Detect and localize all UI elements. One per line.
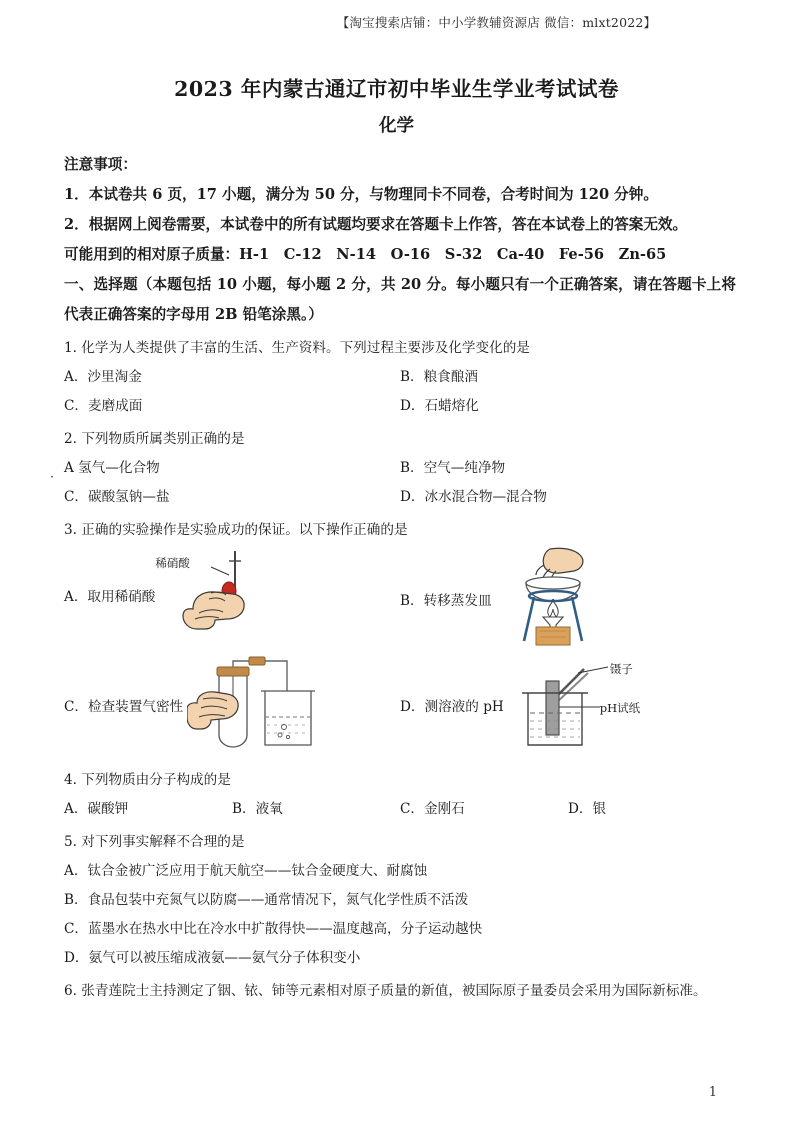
question-3-option-d[interactable] [400,655,648,755]
question-2-options-row-2 [64,483,736,512]
question-3-option-c-label: 检查装置气密性 [88,699,184,715]
question-1-options-row-2 [64,392,736,421]
airtightness-svg [187,655,332,755]
question-3-stem: 3. 正确的实验操作是实验成功的保证。以下操作正确的是 [64,522,408,538]
question-1-option-b[interactable]: B．粮食酿酒 [400,369,478,385]
question-4-options-row [64,795,736,824]
question-3-option-d-label: 测溶液的 pH [424,699,504,715]
question-4-option-a[interactable]: A．碳酸钾 [64,801,129,817]
notice-item-1: 1．本试卷共 6 页，17 小题，满分为 50 分，与物理同卡不同卷，合考时间为 120 分钟。 [64,186,658,203]
question-2-option-a[interactable] [64,454,400,483]
question-3-option-a-callout: 稀硝酸 [155,556,190,570]
question-3-figure-grid [64,547,736,762]
notice-item-2: 2．根据网上阅卷需要，本试卷中的所有试题均要求在答题卡上作答，答在本试卷上的答案无效。 [64,216,688,233]
question-4-option-b[interactable]: B．液氧 [232,801,283,817]
question-2-option-d[interactable]: D．冰水混合物—混合物 [400,489,547,505]
question-1-options-row-1 [64,363,736,392]
question-1-option-a[interactable]: A．沙里淘金 [64,369,142,385]
question-3-option-a[interactable] [64,547,279,643]
airtightness-test-figure [187,655,332,755]
exam-body [64,150,736,1006]
question-3-option-d-key: D． [400,699,425,715]
question-3-option-c[interactable] [64,655,332,755]
question-3-option-b-key: B． [400,593,424,609]
question-2-options-row-1 [64,454,736,483]
question-1-option-c[interactable]: C．麦磨成面 [64,398,143,414]
question-5-option-d[interactable]: D．氨气可以被压缩成液氨——氨气分子体积变小 [64,950,361,966]
subject-title: 化学 [379,116,414,136]
notice-heading: 注意事项： [64,156,137,173]
question-4-option-c[interactable]: C．金刚石 [400,801,465,817]
question-6-stem: 6. 张青莲院士主持测定了铟、铱、铈等元素相对原子质量的新值，被国际原子量委员会采用为国际新标准。 [64,983,707,999]
question-3-option-c-key: C． [64,699,88,715]
question-3-option-b[interactable] [400,547,608,651]
question-4-option-d[interactable]: D．银 [568,801,607,817]
dropper-in-hand-figure [155,547,279,643]
evaporating-dish-svg [498,547,608,651]
page-title: 2023 年内蒙古通辽市初中毕业生学业考试试卷 [174,77,619,101]
question-5-option-a[interactable]: A．钛合金被广泛应用于航天航空——钛合金硬度大、耐腐蚀 [64,863,428,879]
page-number: 1 [708,1085,717,1100]
question-5-option-c[interactable]: C．蓝墨水在热水中比在冷水中扩散得快——温度越高，分子运动越快 [64,921,483,937]
question-3-option-a-key: A． [64,589,88,605]
question-2-option-b[interactable]: B．空气—纯净物 [400,460,506,476]
evaporating-dish-tripod-figure [498,547,608,651]
question-1-stem: 1. 化学为人类提供了丰富的生活、生产资料。下列过程主要涉及化学变化的是 [64,340,530,356]
question-4-stem: 4. 下列物质由分子构成的是 [64,772,231,788]
question-3-option-d-callout-ph-paper: pH试纸 [599,701,641,715]
question-2-option-a-text: A 氢气—化合物 · [64,454,160,483]
question-1-option-d[interactable]: D．石蜡熔化 [400,398,479,414]
section-one-heading: 一、选择题（本题包括 10 小题，每小题 2 分，共 20 分。每小题只有一个正确答案，请在答题卡上将代表正确答案的字母用 2B 铅笔涂黑。） [64,276,736,323]
question-5-option-b[interactable]: B．食品包装中充氮气以防腐——通常情况下，氮气化学性质不活泼 [64,892,469,908]
question-3-option-d-callout-tweezers: 镊子 [609,662,633,676]
ph-measurement-figure [508,655,648,755]
question-2-stem: 2. 下列物质所属类别正确的是 [64,431,245,447]
question-5-stem: 5. 对下列事实解释不合理的是 [64,834,245,850]
watermark-text: 【淘宝搜索店铺：中小学教辅资源店 微信：mlxt2022】 [336,15,657,30]
relative-atomic-masses: 可能用到的相对原子质量：H-1 C-12 N-14 O-16 S-32 Ca-40 Fe-56 Zn-65 [64,246,667,263]
question-3-option-a-label: 取用稀硝酸 [87,589,156,605]
question-2-option-c[interactable]: C．碳酸氢钠—盐 [64,489,170,505]
question-3-option-b-label: 转移蒸发皿 [423,593,492,609]
